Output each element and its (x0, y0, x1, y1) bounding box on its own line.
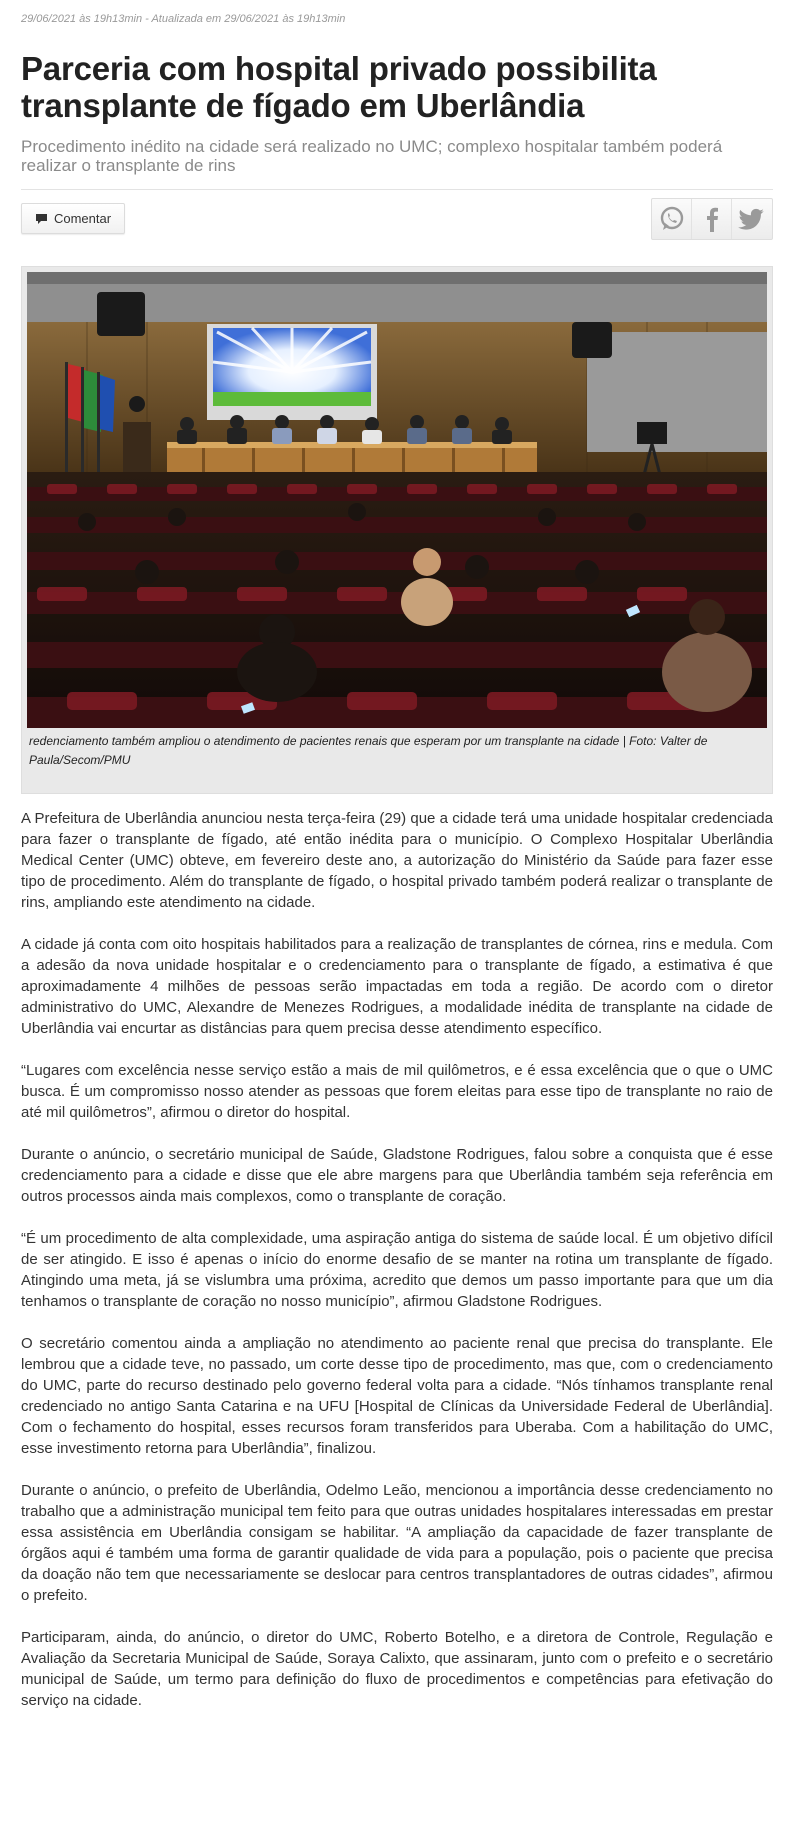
article-body (21, 808, 773, 1732)
speech-bubble-icon (35, 213, 48, 225)
auditorium-photo (27, 272, 767, 728)
article-figure (21, 266, 773, 794)
paragraph: Participaram, ainda, do anúncio, o diretor do UMC, Roberto Botelho, e a diretora de Controle, Regulação e Avaliação da Secretaria Municipal de Saúde, Soraya Calixto, que assinaram, junto com o prefeito e o secretário municipal de Saúde, um termo para definição do fluxo de procedimentos e competências para efetivação do serviço na cidade. (21, 1629, 773, 1709)
comment-button[interactable] (21, 203, 125, 234)
paragraph: A cidade já conta com oito hospitais habilitados para a realização de transplantes de córnea, rins e medula. Com a adesão da nova unidade hospitalar e o credenciamento para o transplante de fígado, a estimativa é que aproximadamente 4 milhões de pessoas serão impactadas em toda a região. De acordo com o diretor administrativo do UMC, Alexandre de Menezes Rodrigues, a modalidade inédita de transplante na cidade de Uberlândia vai encurtar as distâncias para quem precisa desse atendimento específico. (21, 936, 773, 1037)
article-subtitle: Procedimento inédito na cidade será realizado no UMC; complexo hospitalar também poderá realizar o transplante de rins (21, 137, 723, 175)
paragraph: O secretário comentou ainda a ampliação no atendimento ao paciente renal que precisa do transplante. Ele lembrou que a cidade teve, no passado, um corte desse tipo de procedimento, mas que, com o credenciamento do UMC, parte do recurso destinado pelo governo federal volta para a cidade. “Nós tínhamos transplante renal credenciado no antigo Santa Catarina e na UFU [Hospital de Clínicas da Universidade Federal de Uberlândia]. Com o fechamento do hospital, esses recursos foram transferidos para Uberaba. Com a habilitação do UMC, esse investimento retorna para Uberlândia”, finalizou. (21, 1335, 773, 1457)
comment-button-label: Comentar (53, 211, 112, 226)
twitter-icon (738, 207, 766, 231)
article-title: Parceria com hospital privado possibilita transplante de fígado em Uberlândia (21, 50, 657, 124)
whatsapp-icon (658, 205, 686, 233)
divider (21, 189, 773, 190)
share-bar (651, 198, 773, 240)
paragraph: Durante o anúncio, o prefeito de Uberlândia, Odelmo Leão, mencionou a importância desse credenciamento no trabalho que a administração municipal tem feito para que outras unidades hospitalares interessadas em prestar essa assistência em Uberlândia consigam se habilitar. “A ampliação da capacidade de fazer transplante de órgãos aqui é também uma forma de garantir qualidade de vida para a população, pois o paciente que precisa da doação não tem que necessariamente se deslocar para centros transplantadores de outras cidades”, afirmou o prefeito. (21, 1482, 773, 1604)
paragraph: “É um procedimento de alta complexidade, uma aspiração antiga do sistema de saúde local. É um objetivo difícil de ser atingido. E isso é apenas o início do enorme desafio de se manter na rotina um transplante de fígado. Atingindo uma meta, já se vislumbra uma próxima, acredito que demos um passo importante para que um dia tenhamos o transplante de coração no nosso município”, afirmou Gladstone Rodrigues. (21, 1230, 773, 1310)
share-twitter-button[interactable] (732, 199, 772, 239)
paragraph: A Prefeitura de Uberlândia anunciou nesta terça-feira (29) que a cidade terá uma unidade hospitalar credenciada para fazer o transplante de fígado, até então inédita para o município. O Complexo Hospitalar Uberlândia Medical Center (UMC) obteve, em fevereiro deste ano, a autorização do Ministério da Saúde para fazer esse tipo de procedimento. Além do transplante de fígado, o hospital privado também poderá realizar o transplante de rins, ampliando este atendimento na cidade. (21, 810, 773, 911)
share-whatsapp-button[interactable] (652, 199, 692, 239)
photo-caption: redenciamento também ampliou o atendimento de pacientes renais que esperam por um transplante na cidade | Foto: Valter de Paula/Secom/PMU (29, 734, 708, 767)
share-facebook-button[interactable] (692, 199, 732, 239)
paragraph: “Lugares com excelência nesse serviço estão a mais de mil quilômetros, e é essa excelência que o que o UMC busca. É um compromisso nosso atender as pessoas que forem eleitas para esse tipo de transplante no raio de até mil quilômetros”, afirmou o diretor do hospital. (21, 1062, 773, 1121)
article-dateline: 29/06/2021 às 19h13min - Atualizada em 29/06/2021 às 19h13min (21, 13, 346, 25)
paragraph: Durante o anúncio, o secretário municipal de Saúde, Gladstone Rodrigues, falou sobre a conquista que é esse credenciamento para a cidade e disse que ele abre margens para que Uberlândia também seja referência em outros processos ainda mais complexos, como o transplante de coração. (21, 1146, 773, 1205)
facebook-icon (702, 205, 722, 233)
